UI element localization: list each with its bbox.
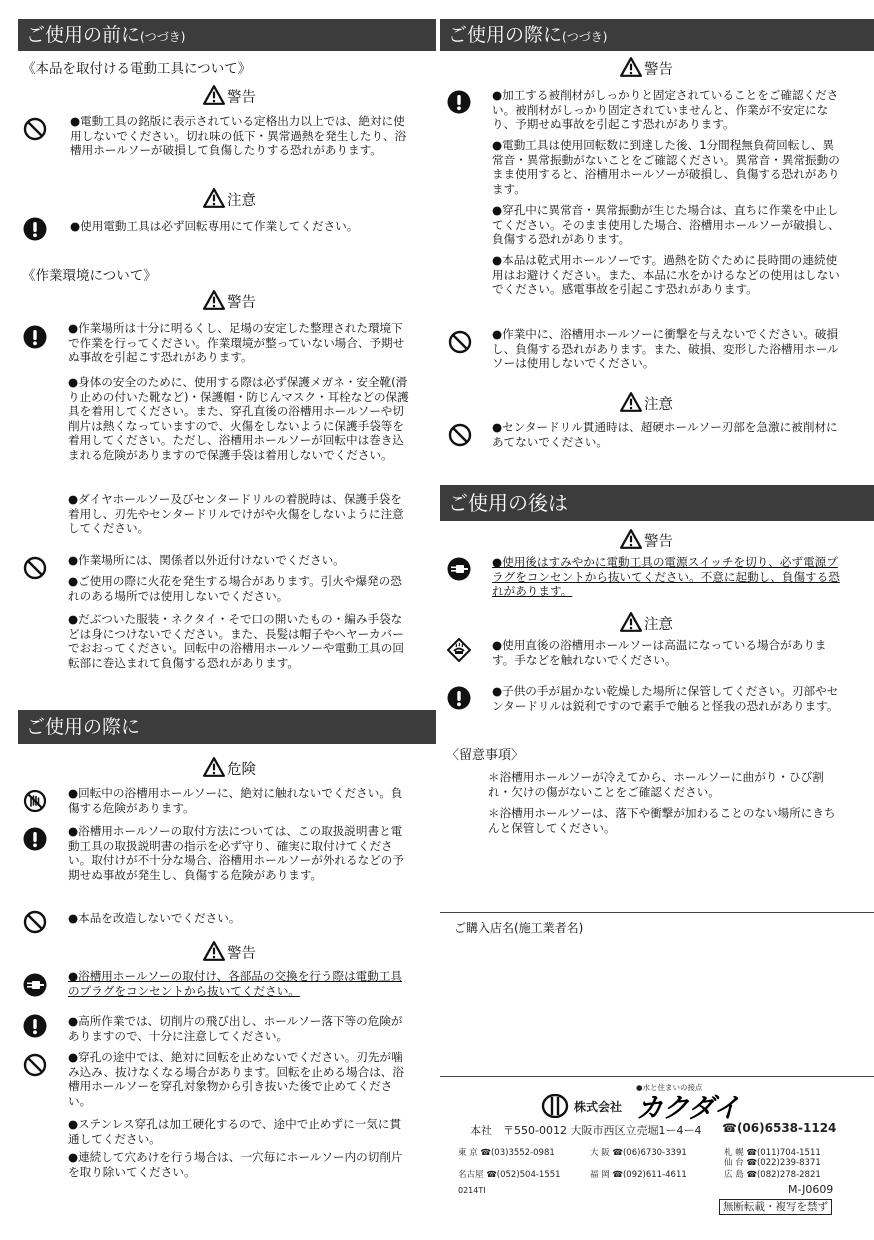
text-block: ●作業場所は十分に明るくし、足場の安定した整理された環境下で作業を行ってください。作業環境が整っていない場合、予期せぬ事故を引起こす恐れがあります。 <box>68 321 405 365</box>
head-office-tel: ☎(06)6538-1124 <box>722 1121 837 1135</box>
warning-triangle-icon <box>203 757 225 777</box>
mandatory-icon <box>447 90 471 114</box>
text-block: ●ダイヤホールソー及びセンタードリルの着脱時は、保護手袋を着用し、刃先やセンタードリルでけがや火傷をしないように注意してください。 <box>68 492 404 536</box>
section-header-during-use <box>18 710 436 744</box>
branch-osaka: 大 阪 ☎(06)6730-3391 <box>590 1148 687 1158</box>
text-block: ●ステンレス穿孔は加工硬化するので、途中で止めずに一気に貫通してください。 <box>68 1117 402 1146</box>
text-block: ●使用電動工具は必ず回転専用にて作業してください。 <box>70 219 359 233</box>
company-tagline: ●水と住まいの接点 <box>636 1083 703 1092</box>
footer-divider <box>440 1076 874 1077</box>
text-block: ●使用直後の浴槽用ホールソーは高温になっている場合があります。手などを触れないでください。 <box>492 638 827 667</box>
text-block: ●だぶついた服装・ネクタイ・そで口の開いたもの・編み手袋などは身につけないでください。また、長髪は帽子やヘヤーカバーでおおってください。回転中の浴槽用ホールソーや電動工具の回転部に巻込まれて負傷する恐れがあります。 <box>68 612 404 670</box>
warning-triangle-icon <box>203 85 225 105</box>
head-office-address: 本社 〒550-0012 大阪市西区立売堀1ー4ー4 <box>470 1124 702 1137</box>
store-name-label: ご購入店名(施工業者名) <box>454 921 584 935</box>
store-divider <box>440 912 874 913</box>
section-title: ご使用の前に <box>26 24 141 46</box>
section-title: ご使用の後は <box>448 491 568 515</box>
copyright-notice: 無断転載・複写を禁ず <box>719 1199 832 1215</box>
text-block: ●連続して穴あけを行う場合は、一穴毎にホールソー内の切削片を取り除いてください。 <box>68 1150 403 1179</box>
warning-triangle-icon <box>620 57 642 77</box>
branch-hiroshima: 広 島 ☎(082)278-2821 <box>724 1170 821 1180</box>
text-block: ●本品を改造しないでください。 <box>68 911 241 925</box>
section-title: ご使用の際に <box>26 716 141 738</box>
company-prefix: 株式会社 <box>574 1100 623 1114</box>
note-item: ＊浴槽用ホールソーは、落下や衝撃が加わることのない場所にきちんと保管してください。 <box>488 806 836 835</box>
mandatory-icon <box>23 217 47 241</box>
model-number: M-J0609 <box>788 1183 834 1196</box>
branch-sapporo: 札 幌 ☎(011)704-1511 <box>724 1148 821 1158</box>
subheading-power-tool: 《本品を取付ける電動工具について》 <box>22 61 252 77</box>
unplug-icon <box>23 973 47 997</box>
prohibition-icon <box>23 1053 47 1077</box>
text-block: ●加工する被削材がしっかりと固定されていることをご確認ください。被削材がしっかり固定されていませんと、作業が不安定になり、予期せぬ事故を引起こす恐れがあります。 <box>492 88 839 132</box>
text-block: ●作業場所には、関係者以外近付けないでください。 <box>68 553 345 567</box>
company-name: カクダイ <box>636 1093 739 1124</box>
text-block: ●センタードリル貫通時は、超硬ホールソー刃部を急激に被削材にあてないでください。 <box>492 420 838 449</box>
text-block: ●ご使用の際に火花を発生する場合があります。引火や爆発の恐れのある場所では使用しないでください。 <box>68 574 402 603</box>
section-title-suffix: (つづき) <box>140 30 186 44</box>
text-block: ●高所作業では、切削片の飛び出し、ホールソー落下等の危険がありますので、十分に注意してください。 <box>68 1014 403 1043</box>
note-item: ＊浴槽用ホールソーが冷えてから、ホールソーに曲がり・ひび割れ・欠けの傷がないことをご確認ください。 <box>488 770 824 799</box>
warning-triangle-icon <box>203 290 225 310</box>
text-block: ●本品は乾式用ホールソーです。過熱を防ぐために長時間の連続使用はお避けください。また、本品に水をかけるなどの使用はしないでください。感電事故を引起こす恐れがあります。 <box>492 253 840 297</box>
section-title: ご使用の際に <box>448 24 563 46</box>
prohibition-icon <box>448 330 472 354</box>
warning-label: 警告 <box>203 85 256 108</box>
warning-label: 警告 <box>203 290 256 313</box>
warning-triangle-icon <box>620 612 642 632</box>
caution-label: 注意 <box>620 392 673 415</box>
warning-triangle-icon <box>203 188 225 208</box>
caution-label: 注意 <box>203 188 256 211</box>
text-block: ●作業中に、浴槽用ホールソーに衝撃を与えないでください。破損し、負傷する恐れがあります。また、破損、変形した浴槽用ホールソーは使用しないでください。 <box>492 327 839 371</box>
prohibition-icon <box>448 423 472 447</box>
branch-fukuoka: 福 岡 ☎(092)611-4611 <box>590 1170 687 1180</box>
warning-triangle-icon <box>203 941 225 961</box>
warning-label: 警告 <box>620 529 673 552</box>
text-block: ●回転中の浴槽用ホールソーに、絶対に触れないでください。負傷する危険があります。 <box>68 786 403 815</box>
section-header-after-use <box>440 485 874 521</box>
branch-sendai: 仙 台 ☎(022)239-8371 <box>724 1158 821 1168</box>
no-touch-icon <box>23 789 47 813</box>
text-block-underlined: ●使用後はすみやかに電動工具の電源スイッチを切り、必ず電源プラグをコンセントから抜いてください。不意に起動し、負傷する恐れがあります。 <box>492 555 840 599</box>
text-block: ●子供の手が届かない乾燥した場所に保管してください。刃部やセンタードリルは鋭利ですので素手で触ると怪我の恐れがあります。 <box>492 684 839 713</box>
branch-nagoya: 名古屋 ☎(052)504-1551 <box>458 1170 561 1180</box>
prohibition-icon <box>23 910 47 934</box>
mandatory-icon <box>23 1014 47 1038</box>
text-block: ●電動工具は使用回転数に到達した後、1分間程無負荷回転し、異常音・異常振動がないことをご確認ください。異常音・異常振動のまま使用すると、浴槽用ホールソーが破損し、負傷する恐れがあります。 <box>492 138 840 196</box>
mandatory-icon <box>23 827 47 851</box>
prohibition-icon <box>23 117 47 141</box>
mandatory-icon <box>23 325 47 349</box>
notes-heading: 〈留意事項〉 <box>446 748 525 763</box>
warning-label: 警告 <box>620 57 673 80</box>
text-block: ●電動工具の銘版に表示されている定格出力以上では、絶対に使用しないでください。切れ味の低下・異常過熱を発生したり、浴槽用ホールソーが破損して負傷したりする恐れがあります。 <box>70 114 407 158</box>
section-header-during-use-cont <box>440 19 874 51</box>
danger-label: 危険 <box>203 757 256 780</box>
hot-surface-icon <box>447 638 471 662</box>
branch-tokyo: 東 京 ☎(03)3552-0981 <box>458 1148 555 1158</box>
text-block: ●浴槽用ホールソーの取付方法については、この取扱説明書と電動工具の取扱説明書の指示を必ず守り、確実に取付けてください。取付けが不十分な場合、浴槽用ホールソーが外れるなどの予期せぬ事故が発生し、負傷する危険があります。 <box>68 824 404 882</box>
subheading-work-environment: 《作業環境について》 <box>22 268 157 284</box>
text-block-underlined: ●浴槽用ホールソーの取付け、各部品の交換を行う際は電動工具のプラグをコンセントから抜いてください。 <box>68 969 403 998</box>
warning-triangle-icon <box>620 392 642 412</box>
text-block: ●身体の安全のために、使用する際は必ず保護メガネ・安全靴(滑り止めの付いた靴など)・保護帽・防じんマスク・耳栓などの保護具を着用してください。また、穿孔直後の浴槽用ホールソーや切削片は熱くなっていますので、火傷をしないように保護手袋等を着用してください。ただし、浴槽用ホールソーが回転中は巻き込まれる危険がありますので保護手袋は着用しないでください。 <box>68 375 409 462</box>
section-header-before-use-cont <box>18 19 436 51</box>
unplug-icon <box>447 557 471 581</box>
caution-label: 注意 <box>620 612 673 635</box>
prohibition-icon <box>23 556 47 580</box>
company-logo-icon <box>540 1094 570 1118</box>
section-title-suffix: (つづき) <box>562 30 608 44</box>
print-code: 0214TI <box>458 1186 486 1195</box>
mandatory-icon <box>447 686 471 710</box>
warning-label: 警告 <box>203 941 256 964</box>
warning-triangle-icon <box>620 529 642 549</box>
text-block: ●穿孔の途中では、絶対に回転を止めないでください。刃先が噛み込み、抜けなくなる場合があります。回転を止める場合は、浴槽用ホールソーを穿孔対象物から引き抜いた後で止めてください。 <box>68 1050 404 1108</box>
text-block: ●穿孔中に異常音・異常振動が生じた場合は、直ちに作業を中止してください。そのまま使用した場合、浴槽用ホールソーが破損し、負傷する恐れがあります。 <box>492 203 840 247</box>
